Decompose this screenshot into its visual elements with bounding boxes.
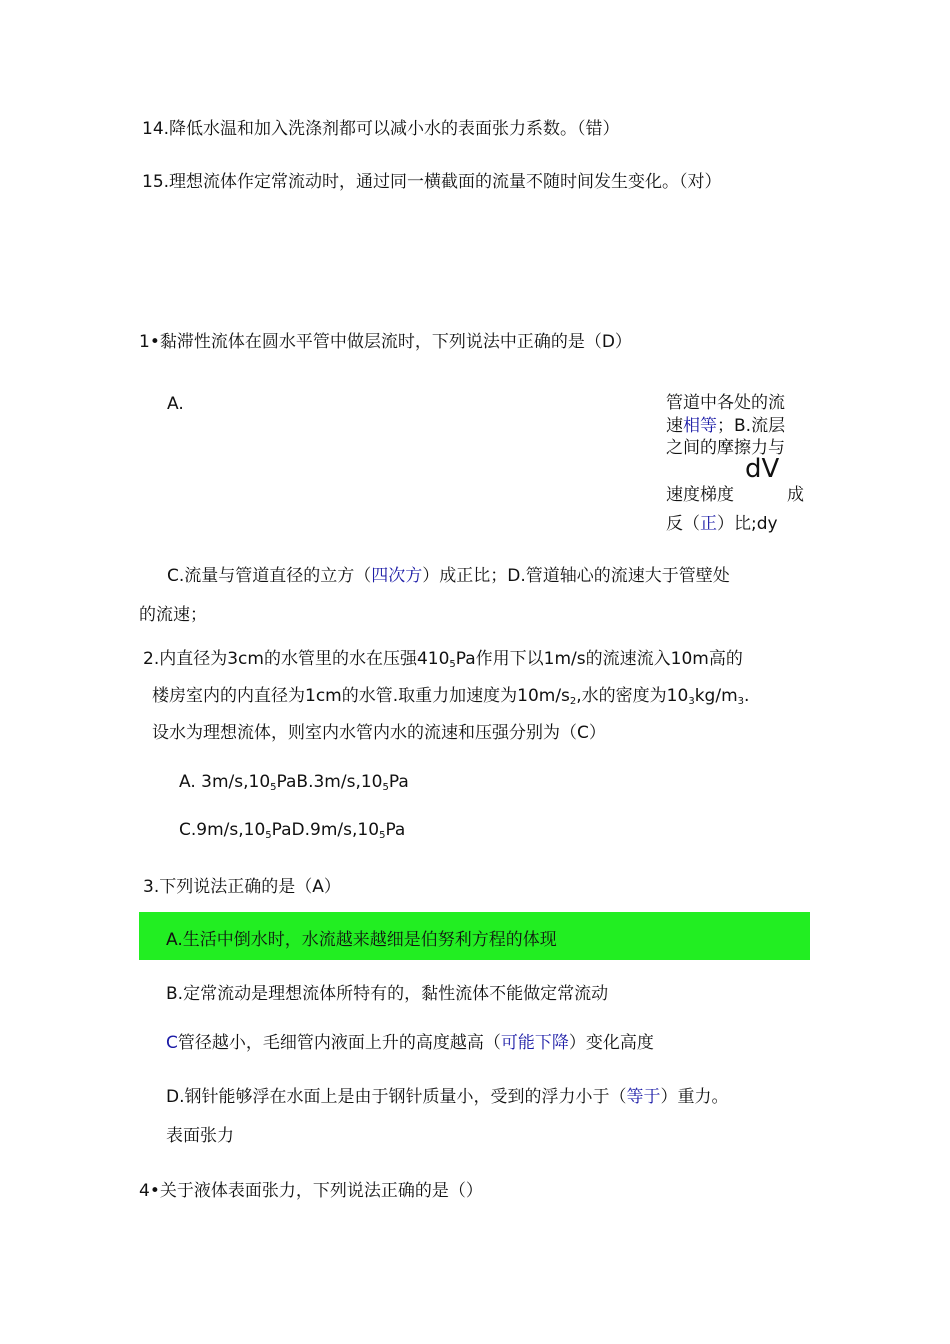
option-b-line-2b: 成 — [787, 485, 804, 505]
question-3-option-b: B.定常流动是理想流体所特有的，黏性流体不能做定常流动 — [166, 984, 609, 1004]
formula-dv: dV — [745, 454, 780, 484]
question-3-option-c: C管径越小，毛细管内液面上升的高度越高（可能下降）变化高度 — [166, 1033, 654, 1053]
question-2-options-ab: A. $3m/s,10_5PaB.3m/s,10_5Pa$ — [179, 772, 409, 793]
question-3-option-d: D.钢针能够浮在水面上是由于钢针质量小，受到的浮力小于（等于）重力。 — [166, 1087, 729, 1107]
question-2-line-3: 设水为理想流体，则室内水管内水的流速和压强分别为（C） — [152, 723, 606, 743]
question-2-line-2: 楼房室内的内直径为1cm的水管.取重力加速度为$10m/s_2$,水的密度为$10_3kg/m_3$. — [152, 686, 750, 707]
question-1-option-a-label: A. — [167, 394, 184, 414]
option-a-line-2: 速相等；B.流层 — [666, 416, 786, 436]
question-4-stem: 4•关于液体表面张力，下列说法正确的是（） — [139, 1181, 483, 1201]
option-b-line-3: 反（正）比;dy — [666, 514, 778, 534]
question-15: 15.理想流体作定常流动时，通过同一横截面的流量不随时间发生变化。（对） — [142, 172, 722, 192]
question-2-line-1: 2.内直径为3cm的水管里的水在压强$410_5Pa$作用下以1m/s的流速流入10m高的 — [143, 649, 743, 670]
question-14: 14.降低水温和加入洗涤剂都可以减小水的表面张力系数。（错） — [142, 119, 620, 139]
question-3-option-d-cont: 表面张力 — [166, 1126, 234, 1146]
option-b-line-1: 之间的摩擦力与 — [666, 438, 785, 458]
option-a-line-1: 管道中各处的流 — [666, 393, 785, 413]
question-1-option-cd-cont: 的流速； — [139, 605, 207, 625]
question-3-stem: 3.下列说法正确的是（A） — [143, 877, 341, 897]
question-2-options-cd: $C.9m/s,10_5PaD.9m/s,10_5Pa$ — [179, 820, 406, 841]
question-3-option-a: A.生活中倒水时，水流越来越细是伯努利方程的体现 — [166, 930, 557, 950]
question-1-option-cd: C.流量与管道直径的立方（四次方）成正比；D.管道轴心的流速大于管壁处 — [167, 566, 730, 586]
option-b-line-2a: 速度梯度 — [666, 485, 734, 505]
question-1-stem: 1•黏滞性流体在圆水平管中做层流时，下列说法中正确的是（D） — [139, 332, 632, 352]
